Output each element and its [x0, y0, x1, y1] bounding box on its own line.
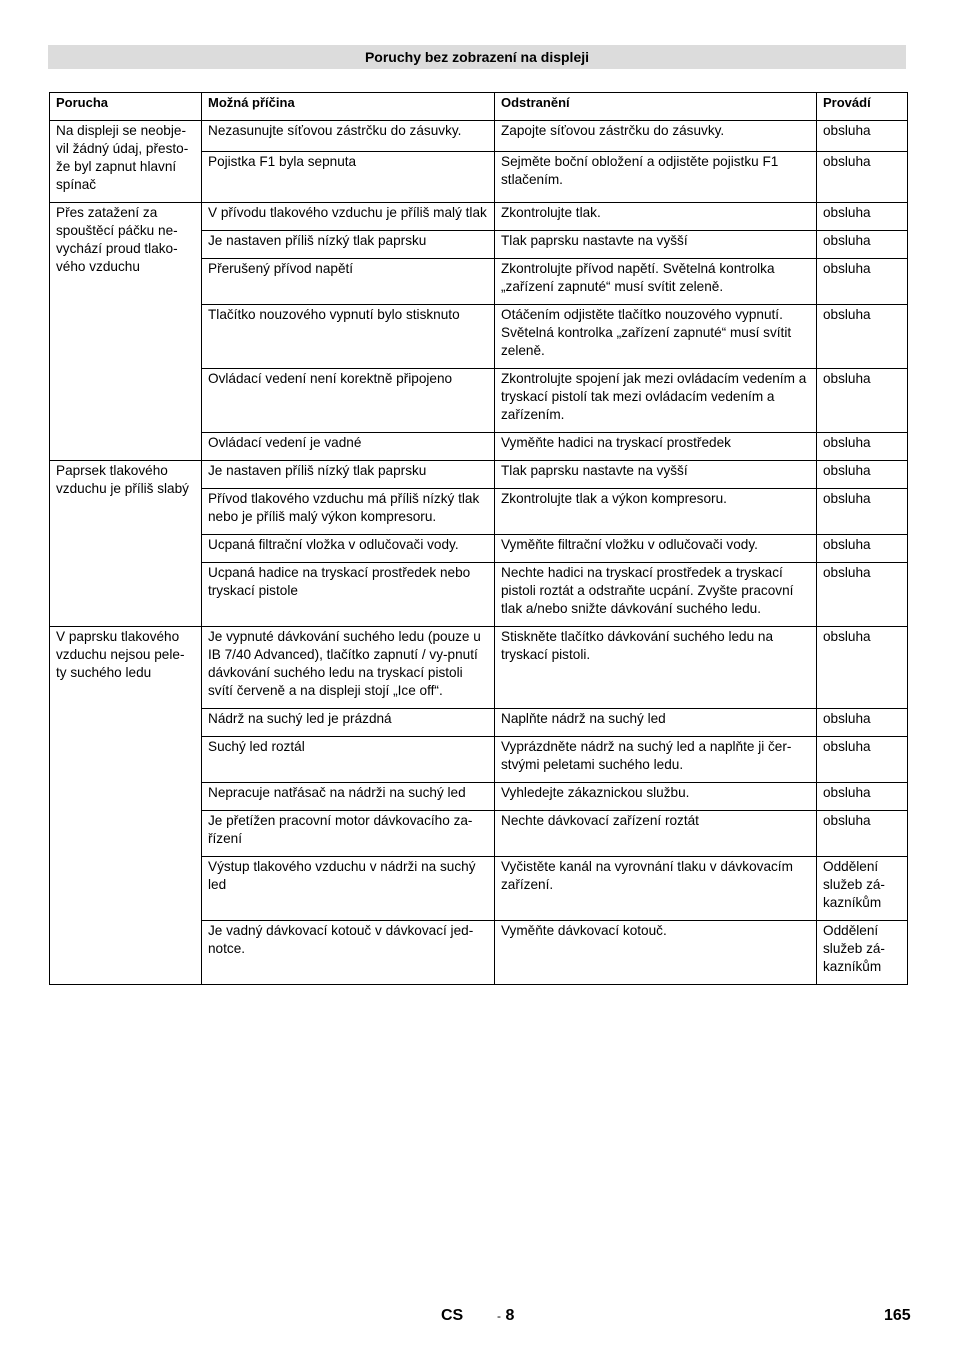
- cause-cell: Je vadný dávkovací kotouč v dávkovací jed-notce.: [202, 921, 495, 985]
- remedy-cell: Vyprázdněte nádrž na suchý led a naplňte ji čer-stvými peletami suchého ledu.: [495, 737, 817, 783]
- footer-page-number: 165: [884, 1307, 911, 1324]
- footer-dash: -: [497, 1309, 501, 1323]
- cause-cell: Je přetížen pracovní motor dávkovacího za-řízení: [202, 811, 495, 857]
- performed-by-cell: obsluha: [817, 811, 908, 857]
- performed-by-cell: Oddělení služeb zá-kazníkům: [817, 857, 908, 921]
- remedy-cell: Zkontrolujte přívod napětí. Světelná kontrolka „zařízení zapnuté“ musí svítit zeleně.: [495, 259, 817, 305]
- performed-by-cell: obsluha: [817, 121, 908, 152]
- fault-cell: V paprsku tlakového vzduchu nejsou pele-ty suchého ledu: [50, 627, 202, 985]
- table-row: [50, 203, 908, 231]
- fault-cell: Na displeji se neobje-vil žádný údaj, přesto-že byl zapnut hlavní spínač: [50, 121, 202, 203]
- cause-cell: Suchý led roztál: [202, 737, 495, 783]
- performed-by-cell: obsluha: [817, 433, 908, 461]
- performed-by-cell: obsluha: [817, 259, 908, 305]
- remedy-cell: Zkontrolujte tlak a výkon kompresoru.: [495, 489, 817, 535]
- cause-cell: Je vypnuté dávkování suchého ledu (pouze u IB 7/40 Advanced), tlačítko zapnutí / vy-pnutí dávkování suchého ledu na tryskací pistoli svítí červeně a na displeji stojí „Ice off“.: [202, 627, 495, 709]
- remedy-cell: Zkontrolujte spojení jak mezi ovládacím vedením a tryskací pistolí tak mezi ovládacím vedením a zařízením.: [495, 369, 817, 433]
- cause-cell: Je nastaven příliš nízký tlak paprsku: [202, 231, 495, 259]
- header-fault: Porucha: [50, 93, 202, 121]
- remedy-cell: Nechte dávkovací zařízení roztát: [495, 811, 817, 857]
- remedy-cell: Vyměňte dávkovací kotouč.: [495, 921, 817, 985]
- section-title: Poruchy bez zobrazení na displeji: [48, 45, 906, 69]
- fault-cell: Paprsek tlakového vzduchu je příliš slabý: [50, 461, 202, 627]
- table-row: [50, 121, 908, 152]
- cause-cell: Přerušený přívod napětí: [202, 259, 495, 305]
- cause-cell: Ucpaná hadice na tryskací prostředek nebo tryskací pistole: [202, 563, 495, 627]
- remedy-cell: Vyměňte filtrační vložku v odlučovači vody.: [495, 535, 817, 563]
- cause-cell: Pojistka F1 byla sepnuta: [202, 152, 495, 203]
- cause-cell: Nepracuje natřásač na nádrži na suchý led: [202, 783, 495, 811]
- remedy-cell: Stiskněte tlačítko dávkování suchého ledu na tryskací pistoli.: [495, 627, 817, 709]
- performed-by-cell: obsluha: [817, 152, 908, 203]
- fault-cell: Přes zatažení za spouštěcí páčku ne-vychází proud tlako-vého vzduchu: [50, 203, 202, 461]
- performed-by-cell: obsluha: [817, 563, 908, 627]
- header-performed-by: Provádí: [817, 93, 908, 121]
- cause-cell: Je nastaven příliš nízký tlak paprsku: [202, 461, 495, 489]
- cause-cell: Ovládací vedení je vadné: [202, 433, 495, 461]
- footer-section-page: [497, 1307, 514, 1325]
- remedy-cell: Sejměte boční obložení a odjistěte pojistku F1 stlačením.: [495, 152, 817, 203]
- cause-cell: Tlačítko nouzového vypnutí bylo stisknuto: [202, 305, 495, 369]
- performed-by-cell: Oddělení služeb zá-kazníkům: [817, 921, 908, 985]
- header-remedy: Odstranění: [495, 93, 817, 121]
- performed-by-cell: obsluha: [817, 737, 908, 783]
- remedy-cell: Zapojte síťovou zástrčku do zásuvky.: [495, 121, 817, 152]
- table-row: [50, 461, 908, 489]
- performed-by-cell: obsluha: [817, 231, 908, 259]
- performed-by-cell: obsluha: [817, 203, 908, 231]
- remedy-cell: Otáčením odjistěte tlačítko nouzového vypnutí. Světelná kontrolka „zařízení zapnuté“ musí svítit zeleně.: [495, 305, 817, 369]
- remedy-cell: Tlak paprsku nastavte na vyšší: [495, 461, 817, 489]
- cause-cell: Ucpaná filtrační vložka v odlučovači vody.: [202, 535, 495, 563]
- remedy-cell: Vyhledejte zákaznickou službu.: [495, 783, 817, 811]
- performed-by-cell: obsluha: [817, 535, 908, 563]
- remedy-cell: Vyměňte hadici na tryskací prostředek: [495, 433, 817, 461]
- cause-cell: Nezasunujte síťovou zástrčku do zásuvky.: [202, 121, 495, 152]
- remedy-cell: Tlak paprsku nastavte na vyšší: [495, 231, 817, 259]
- cause-cell: Výstup tlakového vzduchu v nádrži na suchý led: [202, 857, 495, 921]
- performed-by-cell: obsluha: [817, 709, 908, 737]
- remedy-cell: Zkontrolujte tlak.: [495, 203, 817, 231]
- performed-by-cell: obsluha: [817, 489, 908, 535]
- fault-table: [49, 92, 908, 985]
- header-cause: Možná příčina: [202, 93, 495, 121]
- remedy-cell: Nechte hadici na tryskací prostředek a tryskací pistoli roztát a odstraňte ucpání. Zvyšte pracovní tlak a/nebo snižte dávkování suchého ledu.: [495, 563, 817, 627]
- footer-section-number: 8: [505, 1307, 515, 1324]
- remedy-cell: Vyčistěte kanál na vyrovnání tlaku v dávkovacím zařízení.: [495, 857, 817, 921]
- table-body: [50, 121, 908, 985]
- footer-language: CS: [441, 1307, 464, 1324]
- performed-by-cell: obsluha: [817, 783, 908, 811]
- header-row: [50, 93, 908, 121]
- table-row: [50, 627, 908, 709]
- cause-cell: Ovládací vedení není korektně připojeno: [202, 369, 495, 433]
- cause-cell: Přívod tlakového vzduchu má příliš nízký tlak nebo je příliš malý výkon kompresoru.: [202, 489, 495, 535]
- performed-by-cell: obsluha: [817, 461, 908, 489]
- performed-by-cell: obsluha: [817, 369, 908, 433]
- performed-by-cell: obsluha: [817, 305, 908, 369]
- performed-by-cell: obsluha: [817, 627, 908, 709]
- cause-cell: V přívodu tlakového vzduchu je příliš malý tlak: [202, 203, 495, 231]
- cause-cell: Nádrž na suchý led je prázdná: [202, 709, 495, 737]
- remedy-cell: Naplňte nádrž na suchý led: [495, 709, 817, 737]
- table-header: [50, 93, 908, 121]
